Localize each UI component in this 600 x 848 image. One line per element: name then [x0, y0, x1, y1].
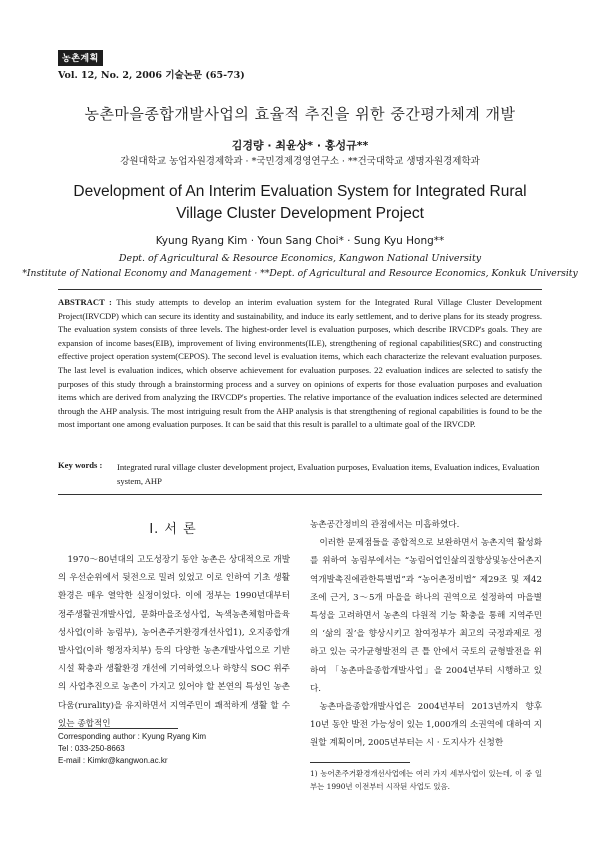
english-affiliation-2: *Institute of National Economy and Management · **Dept. of Agricultural and Resource Economics, Konkuk University: [22, 268, 578, 279]
footnote-divider-left: [58, 728, 178, 729]
keywords-label: Key words :: [58, 460, 103, 470]
body-paragraph: 농촌마을종합개발사업은 2004년부터 2013년까지 향후 10년 동안 발전 가능성이 있는 1,000개의 소권역에 대하여 지원할 계획이며, 2005년부터는 시 · 도지사가 신청한: [310, 702, 542, 749]
footnote-1: 1) 농어촌주거환경개선사업에는 여러 가지 세부사업이 있는데, 이 중 일부는 1990년 이전부터 시작된 사업도 있음.: [310, 769, 542, 791]
korean-authors: 김경량 · 최윤상* · 홍성규**: [231, 139, 369, 152]
bottom-divider: [58, 494, 542, 495]
correspondence-tel: Tel : 033-250-8663: [58, 744, 125, 753]
abstract: [58, 296, 542, 432]
body-paragraph: 이러한 문제점들을 종합적으로 보완하면서 농촌지역 활성화를 위하여 농림부에서는 “농림어업인삶의질향상및농산어촌지역개발촉진에관한특별법”과 “농어촌정비법” 제29조 및 제42조에 근거, 3～5개 마을을 하나의 권역으로 설정하여 마을별 특성을 고려하면서 농촌의 다원적 기능 확충을 통해 지역주민의 ‘삶의 질’을 향상시키고 참여정부가 최고의 국정과제로 정하고 있는 국가균형발전의 큰 틀 안에서 국토의 균형발전을 위하여 「농촌마을종합개발사업」을 2004년부터 시행하고 있다.: [310, 538, 542, 694]
correspondence-email: E-mail : Kimkr@kangwon.ac.kr: [58, 756, 168, 765]
correspondence-block: [58, 731, 206, 767]
body-paragraph: 1970～80년대의 고도성장기 동안 농촌은 상대적으로 개발의 우선순위에서 뒷전으로 밀려 있었고 이로 인하여 기초 생활환경은 매우 열악한 실정이었다. 이에 정부는 1990년대부터 정주생활권개발사업, 문화마을조성사업, 녹색농촌체험마을육성사업(이하 농림부), 농어촌주거환경개선사업1), 오지종합개발사업(이하 행정자치부) 등의 다양한 농촌개발사업으로 기반시설 확충과 생활환경 개선에 기여하였으나 하향식 SOC 위주의 사업추진으로 농촌이 가지고 있어야 할 본연의 특성인 농촌다움(rurality)을 유지하면서 지역주민이 쾌적하게 생활 할 수 있는 종합적인: [58, 555, 290, 729]
section-heading: Ⅰ. 서 론: [149, 522, 197, 537]
corresponding-author: Corresponding author : Kyung Ryang Kim: [58, 732, 207, 741]
english-authors: Kyung Ryang Kim · Youn Sang Choi* · Sung Kyu Hong**: [155, 235, 445, 247]
left-column: [58, 551, 290, 733]
english-title: Development of An Interim Evaluation System for Integrated Rural Village Cluster Development Project: [73, 183, 527, 222]
abstract-text: This study attempts to develop an interim evaluation system for the Integrated Rural Village Cluster Development Project(IRVCDP) which can secure its identity and sustainability, and induce its early settlement, and to derive plans for its steady progress. The evaluation system consists of three levels. The highest-order level is evaluation purposes, which describe IRVCDP's goals. They are expansion of income bases(EIB), improvement of living environments(ILE), strengthening of regional capabilities(SRC) and constructing effective project operation system(CEPOS). The second level is evaluation items, which each characterize the relevant evaluation purposes. The last level is evaluation indices, which observe achievement for evaluation purposes. 22 evaluation indices are selected to satisfy the purposes of this study through a brainstorming process and a survey on opinions of experts for those evaluation purposes and evaluation items which are derived from analyzing the IRVCDP's properties. The relative importance of the evaluation indices selected are determined through the AHP analysis. The most intriguing result from the AHP analysis is that strengthening of regional capabilities is found to be the most important one among evaluation purposes. It can be said that this result is parallel to a ultimate goal of the IRVCDP.: [58, 297, 543, 430]
top-divider: [58, 289, 542, 290]
korean-affiliations: 강원대학교 농업자원경제학과 · *국민경제경영연구소 · **건국대학교 생명자원경제학과: [120, 156, 480, 167]
footnote-divider-right: [310, 762, 410, 763]
right-column: [310, 516, 542, 753]
volume-line: Vol. 12, No. 2, 2006 기술논문 (65-73): [58, 70, 245, 81]
body-paragraph: 농촌공간정비의 관점에서는 미흡하였다.: [310, 520, 460, 530]
journal-logo: 농촌계획: [58, 50, 103, 66]
abstract-label: ABSTRACT :: [58, 297, 112, 307]
korean-title: 농촌마을종합개발사업의 효율적 추진을 위한 중간평가체계 개발: [84, 105, 516, 123]
english-affiliation-1: Dept. of Agricultural & Resource Economics, Kangwon National University: [118, 253, 482, 264]
keywords-text: Integrated rural village cluster development project, Evaluation purposes, Evaluation items, Evaluation indices, Evaluation system, AHP: [117, 462, 540, 486]
